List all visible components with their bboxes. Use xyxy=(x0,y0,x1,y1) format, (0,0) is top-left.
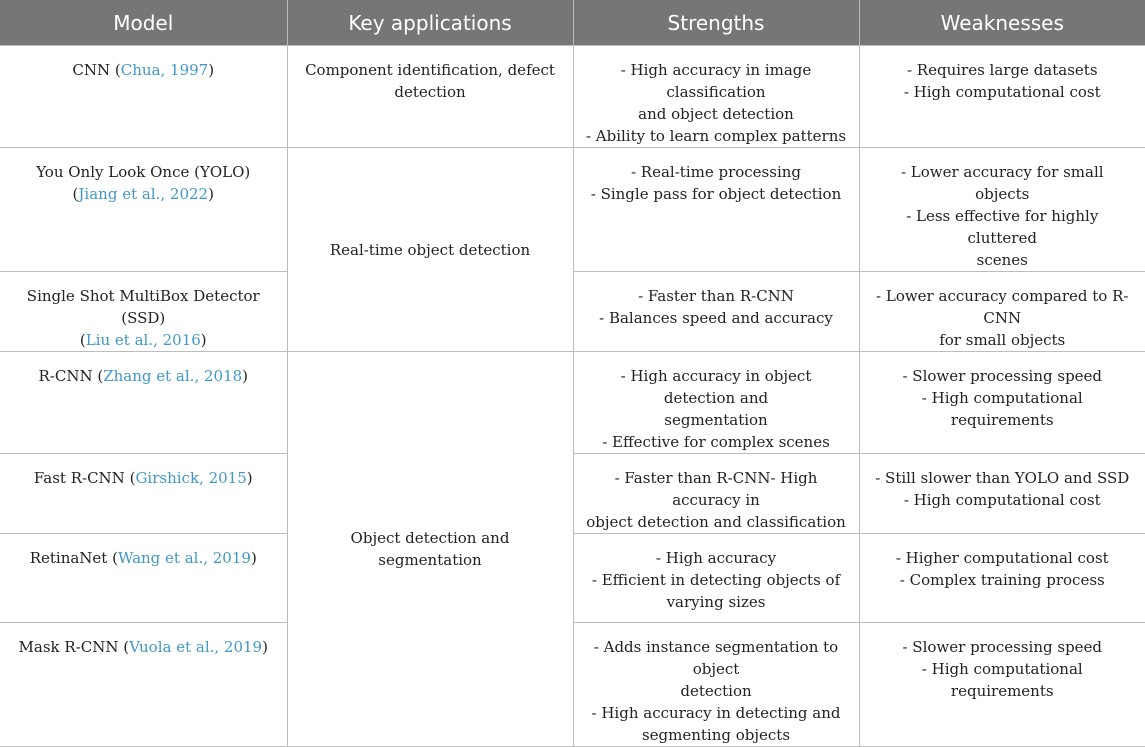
weaknesses-cell: - Lower accuracy compared to R-CNN for small objects xyxy=(859,272,1145,352)
citation-link[interactable]: Liu et al., 2016 xyxy=(85,331,201,349)
weaknesses-cell: - Lower accuracy for small objects - Less effective for highly cluttered scenes xyxy=(859,148,1145,272)
strengths-cell: - High accuracy in object detection and segmentation - Effective for complex scenes xyxy=(573,352,859,454)
header-key-applications: Key applications xyxy=(287,0,573,46)
citation-link[interactable]: Vuola et al., 2019 xyxy=(129,638,263,656)
citation-link[interactable]: Wang et al., 2019 xyxy=(117,549,251,567)
strengths-cell: - Adds instance segmentation to object detection - High accuracy in detecting and segmenting objects xyxy=(573,623,859,747)
model-cell: R-CNN (Zhang et al., 2018) xyxy=(0,352,287,454)
application-cell: Object detection and segmentation xyxy=(287,352,573,747)
weaknesses-cell: - Slower processing speed - High computational requirements xyxy=(859,352,1145,454)
strengths-cell: - Faster than R-CNN- High accuracy in object detection and classification xyxy=(573,454,859,534)
citation-link[interactable]: Girshick, 2015 xyxy=(135,469,247,487)
model-cell: Mask R-CNN (Vuola et al., 2019) xyxy=(0,623,287,747)
table-row xyxy=(0,46,1145,148)
application-cell: Component identification, defect detection xyxy=(287,46,573,148)
header-strengths: Strengths xyxy=(573,0,859,46)
table-row xyxy=(0,623,1145,747)
table-row xyxy=(0,352,1145,454)
strengths-cell: - High accuracy in image classification and object detection - Ability to learn complex patterns xyxy=(573,46,859,148)
table-row xyxy=(0,148,1145,272)
weaknesses-cell: - Slower processing speed - High computational requirements xyxy=(859,623,1145,747)
table-header xyxy=(0,0,1145,46)
table-row xyxy=(0,272,1145,352)
strengths-cell: - Faster than R-CNN - Balances speed and accuracy xyxy=(573,272,859,352)
citation-link[interactable]: Zhang et al., 2018 xyxy=(103,367,243,385)
application-cell: Real-time object detection xyxy=(287,148,573,352)
model-cell: CNN (Chua, 1997) xyxy=(0,46,287,148)
model-cell: RetinaNet (Wang et al., 2019) xyxy=(0,534,287,623)
strengths-cell: - High accuracy - Efficient in detecting objects of varying sizes xyxy=(573,534,859,623)
model-cell: Fast R-CNN (Girshick, 2015) xyxy=(0,454,287,534)
strengths-cell: - Real-time processing - Single pass for object detection xyxy=(573,148,859,272)
citation-link[interactable]: Jiang et al., 2022 xyxy=(78,185,209,203)
table-row xyxy=(0,534,1145,623)
weaknesses-cell: - Still slower than YOLO and SSD - High computational cost xyxy=(859,454,1145,534)
citation-link[interactable]: Chua, 1997 xyxy=(120,61,209,79)
header-weaknesses: Weaknesses xyxy=(859,0,1145,46)
model-cell: Single Shot MultiBox Detector (SSD) (Liu et al., 2016) xyxy=(0,272,287,352)
table-row xyxy=(0,454,1145,534)
weaknesses-cell: - Requires large datasets - High computational cost xyxy=(859,46,1145,148)
header-model: Model xyxy=(0,0,287,46)
weaknesses-cell: - Higher computational cost - Complex training process xyxy=(859,534,1145,623)
model-cell: You Only Look Once (YOLO) (Jiang et al., 2022) xyxy=(0,148,287,272)
